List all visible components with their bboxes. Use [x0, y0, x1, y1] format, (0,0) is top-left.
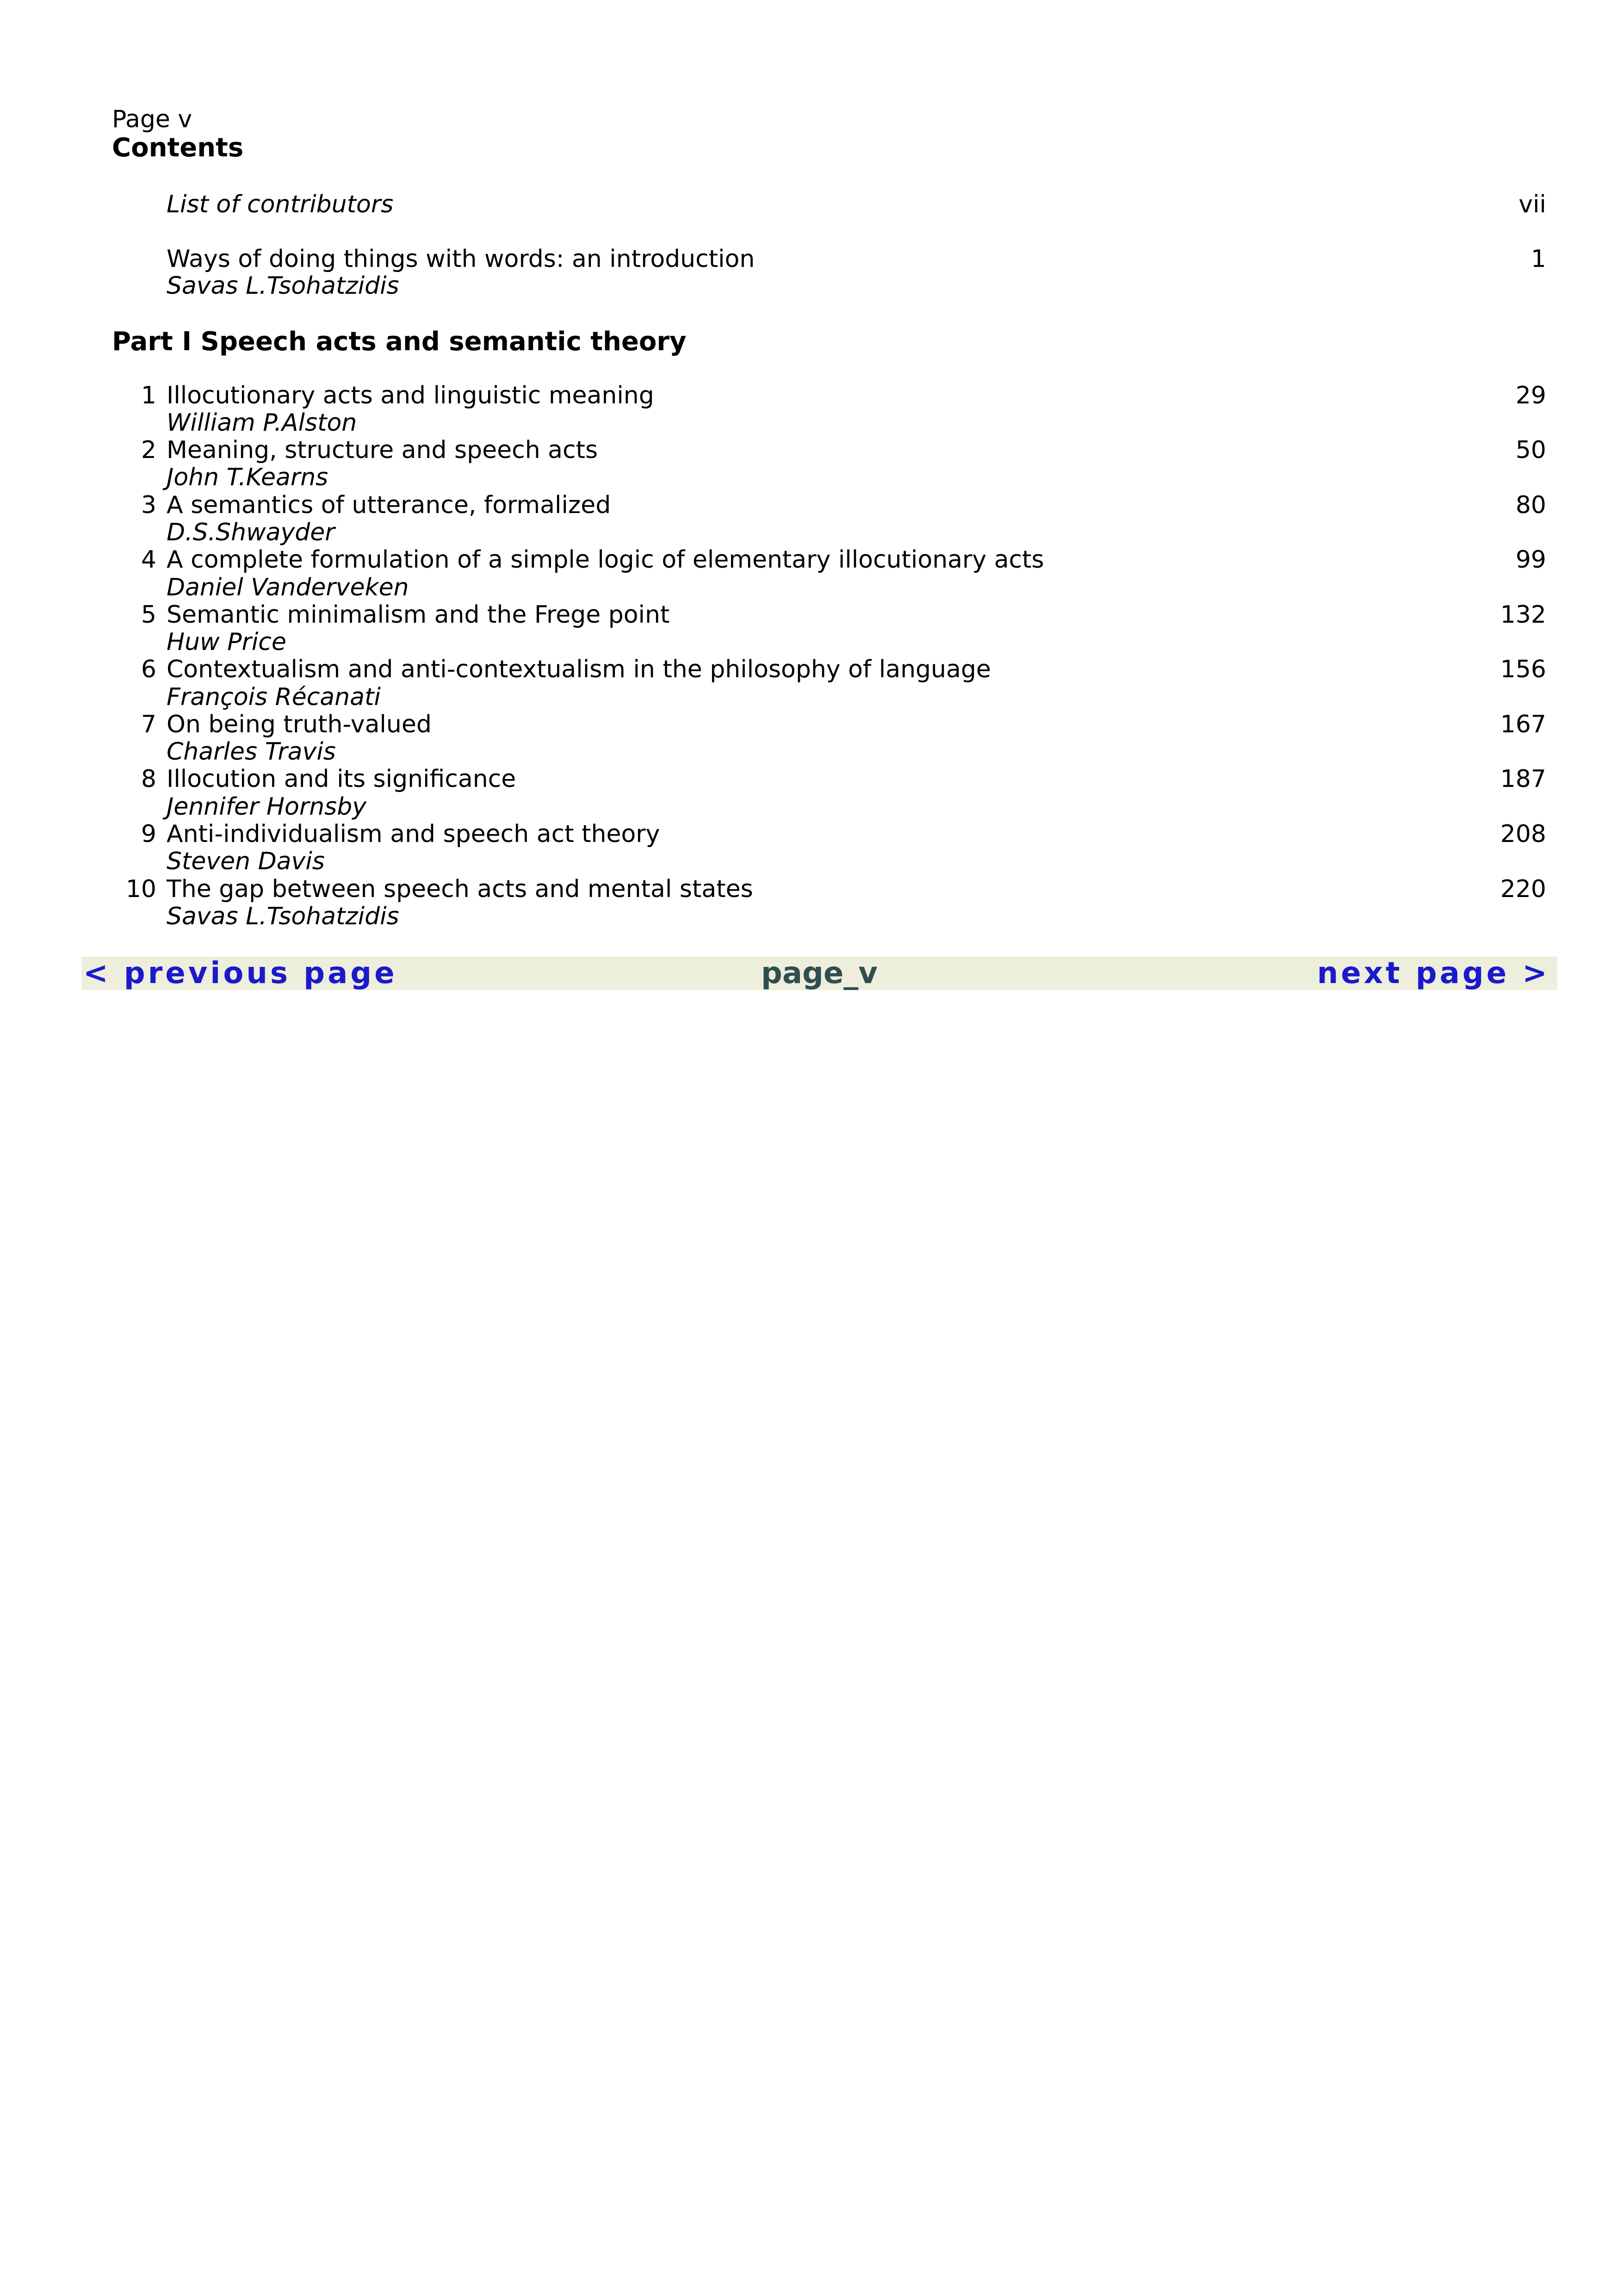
- toc-chapter: [112, 820, 1546, 848]
- page-label: Page v: [112, 105, 192, 133]
- toc-chapter-number: 1: [141, 382, 156, 409]
- toc-chapter-author: François Récanati: [167, 683, 381, 711]
- toc-chapter-number: 9: [141, 820, 156, 848]
- toc-chapter-author: Huw Price: [167, 628, 286, 656]
- toc-entry-page: 1: [1530, 245, 1546, 273]
- toc-chapter: [112, 546, 1546, 574]
- toc-entry-page: vii: [1518, 191, 1546, 218]
- toc-chapter-number: 2: [141, 436, 156, 464]
- toc-chapter-page: 99: [1515, 546, 1546, 574]
- toc-chapter-page: 187: [1500, 765, 1546, 793]
- toc-chapter-number: 7: [141, 711, 156, 738]
- toc-chapter: [112, 765, 1546, 793]
- toc-chapter: [112, 875, 1546, 903]
- toc-chapter-number: 4: [141, 546, 156, 574]
- toc-chapter-page: 80: [1515, 491, 1546, 519]
- toc-chapter-title: Illocutionary acts and linguistic meaning: [167, 382, 654, 409]
- toc-chapter: [112, 656, 1546, 683]
- toc-chapter-title: Meaning, structure and speech acts: [167, 436, 598, 464]
- toc-chapter-number: 6: [141, 656, 156, 683]
- page-navigation-bar: [81, 957, 1557, 990]
- toc-chapter-author: John T.Kearns: [167, 464, 328, 491]
- toc-chapter-page: 50: [1515, 436, 1546, 464]
- next-page-link[interactable]: next page >: [1317, 956, 1550, 990]
- toc-chapter-author: Daniel Vanderveken: [167, 574, 409, 601]
- toc-chapter-number: 3: [141, 491, 156, 519]
- toc-chapter-author: D.S.Shwayder: [167, 519, 335, 546]
- toc-chapter-title: Illocution and its significance: [167, 765, 516, 793]
- toc-entry-contributors: [112, 191, 1546, 218]
- toc-chapter-author: Jennifer Hornsby: [167, 793, 367, 821]
- toc-chapter-page: 156: [1500, 656, 1546, 683]
- toc-chapter: [112, 601, 1546, 629]
- toc-entry-title: Ways of doing things with words: an introduction: [167, 245, 755, 273]
- toc-entry-title: List of contributors: [167, 191, 394, 218]
- toc-chapter-page: 132: [1500, 601, 1546, 629]
- contents-title: Contents: [112, 133, 244, 163]
- toc-chapter-page: 208: [1500, 820, 1546, 848]
- toc-chapter: [112, 382, 1546, 409]
- toc-chapter-title: Contextualism and anti-contextualism in the philosophy of language: [167, 656, 991, 683]
- toc-chapter-title: A complete formulation of a simple logic of elementary illocutionary acts: [167, 546, 1044, 574]
- toc-chapter-title: Semantic minimalism and the Frege point: [167, 601, 670, 629]
- toc-chapter-page: 29: [1515, 382, 1546, 409]
- toc-chapter-author: Steven Davis: [167, 848, 325, 875]
- toc-chapter-author: Savas L.Tsohatzidis: [167, 903, 399, 930]
- toc-entry-author: Savas L.Tsohatzidis: [167, 272, 399, 300]
- toc-chapter-page: 220: [1500, 875, 1546, 903]
- toc-entry-introduction: [112, 245, 1546, 273]
- toc-chapter: [112, 436, 1546, 464]
- page-id-label: page_v: [761, 956, 878, 990]
- toc-chapter-page: 167: [1500, 711, 1546, 738]
- part-heading: Part I Speech acts and semantic theory: [112, 327, 687, 357]
- toc-chapter-title: A semantics of utterance, formalized: [167, 491, 611, 519]
- toc-chapter-number: 8: [141, 765, 156, 793]
- toc-chapter: [112, 491, 1546, 519]
- toc-chapter-title: On being truth-valued: [167, 711, 432, 738]
- toc-chapter-title: Anti-individualism and speech act theory: [167, 820, 660, 848]
- toc-chapter-author: William P.Alston: [167, 409, 357, 437]
- toc-chapter-number: 5: [141, 601, 156, 629]
- toc-chapter-author: Charles Travis: [167, 738, 336, 766]
- toc-chapter-number: 10: [125, 875, 156, 903]
- toc-chapter-title: The gap between speech acts and mental states: [167, 875, 753, 903]
- toc-chapter: [112, 711, 1546, 738]
- previous-page-link[interactable]: < previous page: [83, 956, 397, 990]
